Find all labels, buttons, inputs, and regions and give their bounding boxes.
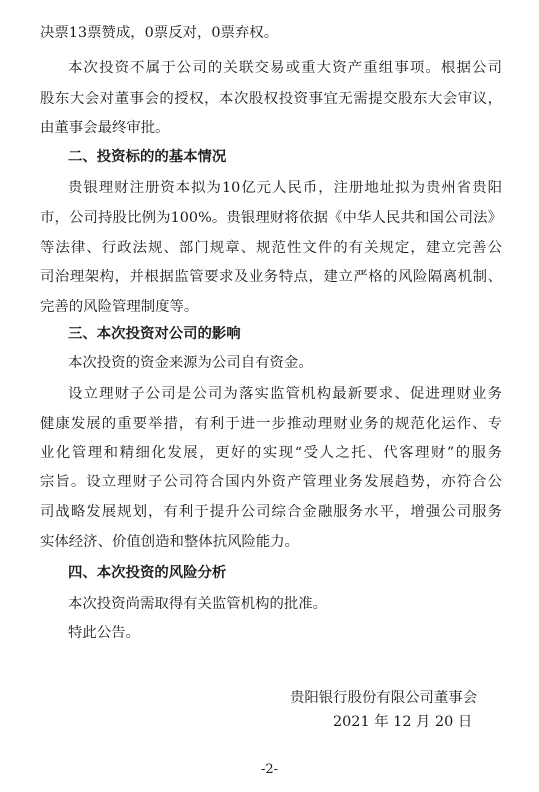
section-heading-impact: 三、本次投资对公司的影响	[68, 325, 241, 342]
impact-line-6: 实体经济、价值创造和整体抗风险能力。	[40, 534, 300, 550]
impact-line-4: 宗旨。设立理财子公司符合国内外资产管理业务发展趋势，亦符合公	[40, 474, 502, 490]
vote-result-line: 决票13票赞成，0票反对，0票弃权。	[40, 25, 279, 41]
related-transaction-line-1: 本次投资不属于公司的关联交易或重大资产重组事项。根据公司	[68, 60, 502, 76]
signature-company: 贵阳银行股份有限公司董事会	[290, 690, 478, 706]
basic-info-line-2: 市，公司持股比例为100%。贵银理财将依据《中华人民共和国公司法》	[40, 210, 502, 226]
section-heading-risk: 四、本次投资的风险分析	[68, 564, 227, 581]
risk-line: 本次投资尚需取得有关监管机构的批准。	[68, 596, 328, 612]
basic-info-line-4: 司治理架构，并根据监管要求及业务特点，建立严格的风险隔离机制、	[40, 269, 502, 285]
impact-line-3: 业化管理和精细化发展，更好的实现“受人之托、代客理财”的服务	[40, 445, 502, 461]
closing-line: 特此公告。	[68, 625, 140, 641]
signature-date: 2021 年 12 月 20 日	[333, 714, 473, 730]
related-transaction-line-2: 股东大会对董事会的授权，本次股权投资事宜无需提交股东大会审议，	[40, 91, 502, 107]
section-heading-basic-info: 二、投资标的的基本情况	[68, 148, 227, 165]
related-transaction-line-3: 由董事会最终审批。	[40, 120, 170, 136]
impact-line-1: 设立理财子公司是公司为落实监管机构最新要求、促进理财业务	[68, 386, 502, 402]
impact-line-5: 司战略发展规划，有利于提升公司综合金融服务水平，增强公司服务	[40, 504, 502, 520]
basic-info-line-3: 等法律、行政法规、部门规章、规范性文件的有关规定，建立完善公	[40, 240, 502, 256]
page-number: -2-	[260, 762, 279, 777]
basic-info-line-1: 贵银理财注册资本拟为10亿元人民币，注册地址拟为贵州省贵阳	[68, 180, 502, 196]
basic-info-line-5: 完善的风险管理制度等。	[40, 299, 199, 315]
impact-line-2: 健康发展的重要举措，有利于进一步推动理财业务的规范化运作、专	[40, 416, 502, 432]
funding-source-line: 本次投资的资金来源为公司自有资金。	[68, 355, 313, 371]
